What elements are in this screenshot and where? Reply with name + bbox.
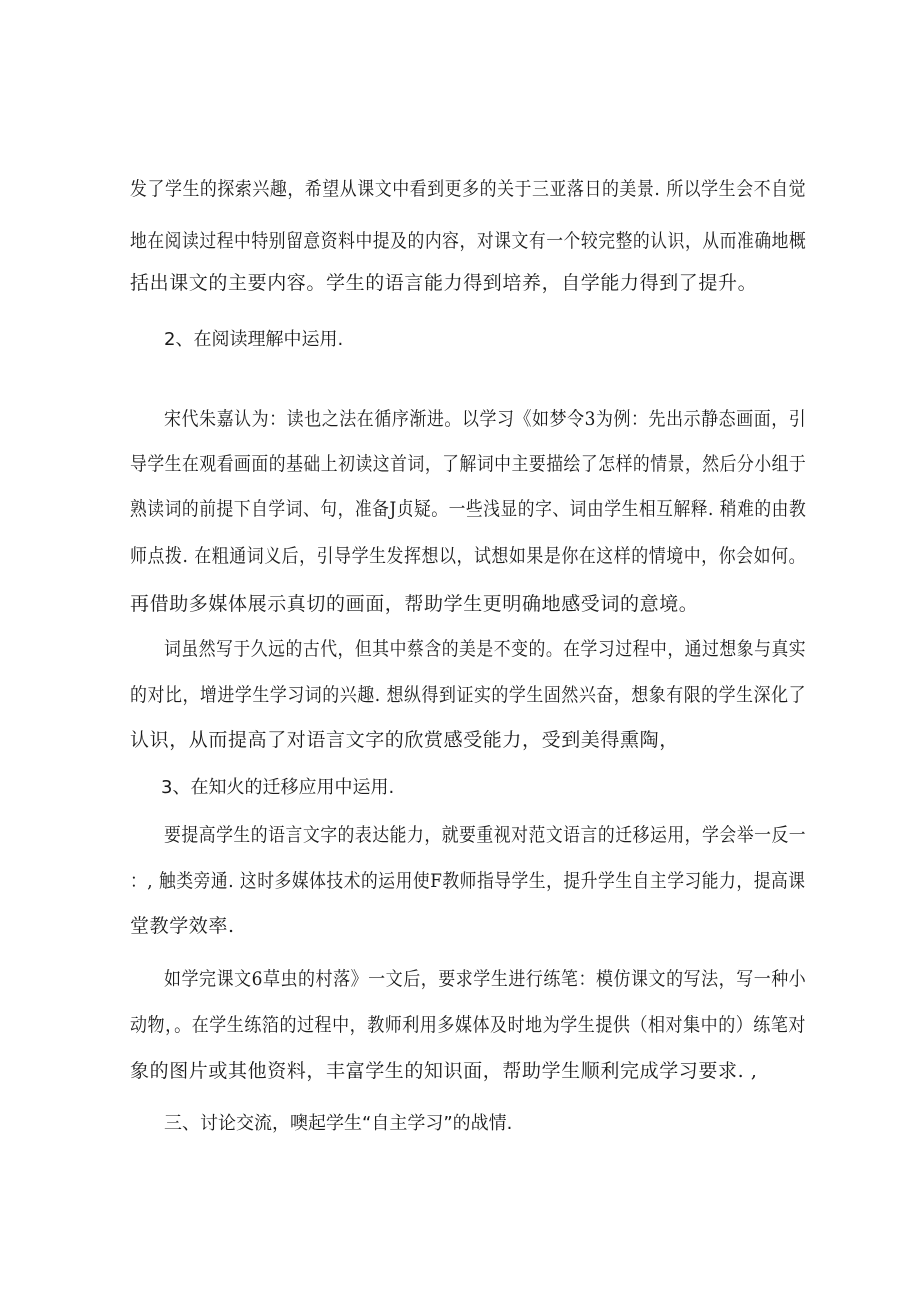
text-line: 堂教学效率. (130, 915, 235, 937)
text-line: 要提高学生的语言文字的表达能力，就要重视对范文语言的迁移运用，学会举一反一 (164, 824, 807, 846)
section-heading: 三、讨论交流，噢起学生“自主学习”的战情. (164, 1113, 513, 1134)
text-line: 括出课文的主要内容。学生的语言能力得到培养，自学能力得到了提升。 (130, 272, 758, 294)
text-line: 的对比，增进学生学习词的兴趣. 想纵得到证实的学生固然兴奋，想象有限的学生深化了 (130, 684, 807, 706)
text-line: 象的图片或其他资料，丰富学生的知识面，帮助学生顺利完成学习要求. , (130, 1060, 758, 1082)
text-line: 发了学生的探索兴趣，希望从课文中看到更多的关于三亚落日的美景. 所以学生会不自觉 (130, 178, 807, 200)
heading-3: 3、在知火的迁移应用中运用. (161, 777, 395, 798)
heading-2: 2、在阅读理解中运用. (164, 329, 344, 350)
text-line: 再借助多媒体展示真切的画面，帮助学生更明确地感受词的意境。 (130, 593, 699, 615)
text-line: 词虽然写于久远的古代，但其中蔡含的美是不变的。在学习过程中，通过想象与真实 (164, 638, 807, 660)
text-line: 如学完课文6草虫的村落》一文后，要求学生进行练笔：模仿课文的写法，写一种小 (164, 968, 807, 990)
text-line: 师点拨. 在粗通词义后，引导学生发挥想以，试想如果是你在这样的情境中，你会如何。 (130, 545, 807, 567)
text-line: 动物，。在学生练箔的过程中，教师利用多媒体及时地为学生提供（相对集中的）练笔对 (130, 1014, 806, 1036)
text-line: 认识，从而提高了对语言文字的欣赏感受能力，受到美得熏陶， (130, 729, 679, 751)
text-line: 地在阅读过程中特别留意资料中提及的内容，对课文有一个较完整的认识，从而准确地概 (130, 230, 807, 252)
text-line: 熟读词的前提下自学词、句，准备J贞疑。一些浅显的字、词由学生相互解释. 稍难的由教 (130, 498, 807, 520)
text-line: 导学生在观看画面的基础上初读这首词，了解词中主要描绘了怎样的情景，然后分小组于 (130, 453, 807, 475)
text-line: 宋代朱嘉认为：读也之法在循序渐进。以学习《如梦令3为例：先出示静态画面，引 (164, 408, 807, 430)
text-line: ：, 触类旁通. 这时多媒体技术的运用使F教师指导学生，提升学生自主学习能力，提高课 (130, 870, 806, 892)
